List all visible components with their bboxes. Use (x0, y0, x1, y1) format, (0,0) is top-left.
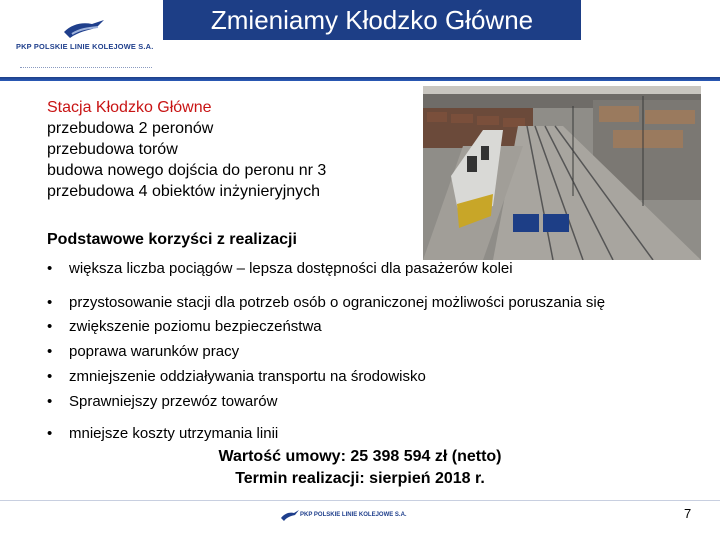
benefit-text: przystosowanie stacji dla potrzeb osób o ograniczonej możliwości poruszania się (69, 294, 606, 311)
station-heading: Stacja Kłodzko Główne (47, 99, 212, 116)
benefit-text: zwiększenie poziomu bezpieczeństwa (69, 318, 322, 335)
benefit-text: większa liczba pociągów – lepsza dostępności dla pasażerów kolei (69, 260, 513, 277)
benefit-text: Sprawniejszy przewóz towarów (69, 393, 278, 410)
bullet-icon: • (47, 294, 53, 311)
benefits-title: Podstawowe korzyści z realizacji (47, 231, 297, 248)
station-line: przebudowa torów (47, 141, 178, 158)
benefit-item (47, 318, 322, 336)
bullet-icon: • (47, 368, 53, 385)
benefit-text: poprawa warunków pracy (69, 343, 240, 360)
benefit-item (47, 368, 426, 386)
title-bar (163, 0, 581, 40)
pkp-logo-icon (280, 509, 300, 523)
bullet-icon: • (47, 425, 53, 442)
bullet-icon: • (47, 343, 53, 360)
railway-station-photo-icon (423, 86, 701, 260)
bullet-icon: • (47, 318, 53, 335)
completion-date: Termin realizacji: sierpień 2018 r. (235, 470, 485, 487)
benefit-item (47, 393, 277, 411)
benefit-text: mniejsze koszty utrzymania linii (69, 425, 279, 442)
station-line: przebudowa 4 obiektów inżynieryjnych (47, 183, 321, 200)
company-logo (14, 14, 154, 74)
pkp-logo-icon (62, 18, 106, 42)
footer-divider (0, 500, 720, 501)
benefit-item (47, 294, 605, 312)
contract-value: Wartość umowy: 25 398 594 zł (netto) (218, 448, 502, 465)
page-title: Zmieniamy Kłodzko Główne (210, 4, 534, 35)
footer-logo-text: PKP POLSKIE LINIE KOLEJOWE S.A. (300, 512, 407, 518)
benefit-text: zmniejszenie oddziaływania transportu na środowisko (69, 368, 426, 385)
page-number: 7 (684, 506, 692, 521)
logo-text: PKP POLSKIE LINIE KOLEJOWE S.A. (16, 42, 154, 51)
benefit-item (47, 260, 513, 278)
benefit-item (47, 425, 278, 443)
station-line: budowa nowego dojścia do peronu nr 3 (47, 162, 327, 179)
bullet-icon: • (47, 393, 53, 410)
station-info (47, 97, 326, 202)
station-photo (423, 86, 701, 260)
logo-tagline-rule (20, 62, 152, 68)
header-divider (0, 77, 720, 81)
bullet-icon: • (47, 260, 53, 277)
footer-logo (278, 506, 413, 526)
station-line: przebudowa 2 peronów (47, 120, 214, 137)
benefit-item (47, 343, 239, 361)
